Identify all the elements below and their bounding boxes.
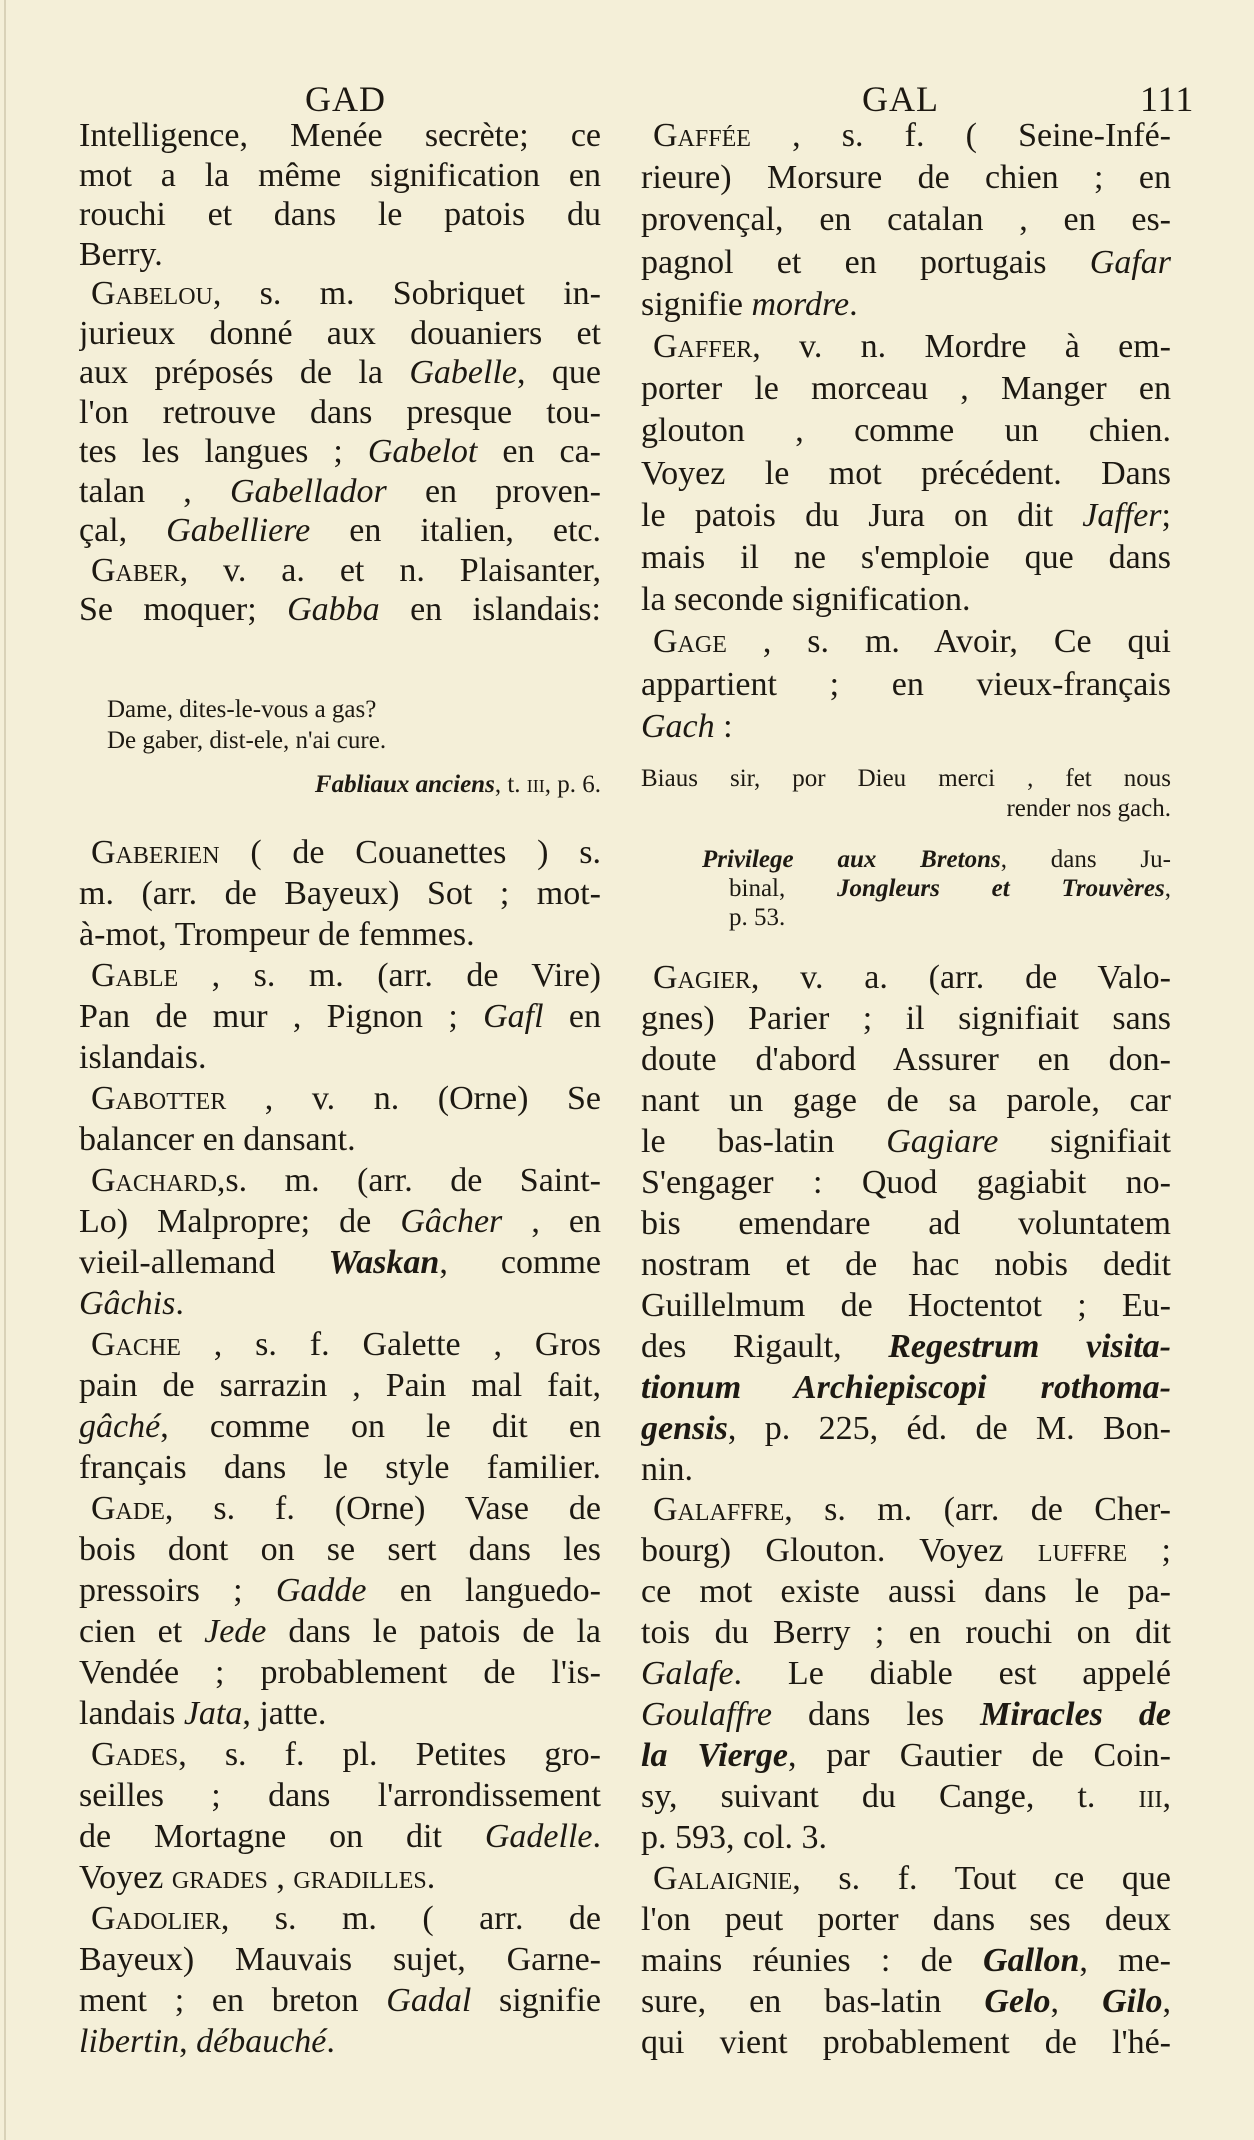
text-run: glouton , comme un chien. [641,412,1171,450]
text-line [641,454,1171,494]
page-number: 111 [1140,79,1195,119]
text-line [79,590,601,630]
text-run: , s. f. Galette , Gros [180,1326,601,1363]
text-run: . [849,285,858,323]
text-run: çal, [79,512,167,549]
text-line [79,1243,601,1283]
text-run: pressoirs ; [79,1572,276,1609]
italic-term: Gelo [984,1983,1051,2020]
italic-term: Gabba [287,591,380,628]
text-line [79,1038,601,1078]
text-line [79,1858,601,1898]
italic-term: Gâcher [400,1203,503,1240]
text-line [641,158,1171,198]
text-run: Dame, dites-le-vous a gas? [107,696,377,723]
italic-term: Gafl [483,998,544,1035]
text-line [641,1982,1171,2022]
text-run: mais il ne s'emploie que dans [641,539,1171,576]
text-line [79,156,601,196]
text-run: mot a la même signification en [79,156,601,194]
headword: Gage [653,623,727,661]
text-run: à-mot, Trompeur de femmes. [79,916,475,953]
text-line [641,1941,1171,1981]
italic-term: la Vierge [641,1737,789,1775]
text-run: en proven- [386,472,601,510]
citation-line [729,903,1171,933]
text-run: . [175,1285,184,1322]
text-line [79,1653,601,1693]
text-line [79,511,601,551]
text-run: ce mot existe aussi dans le pa- [641,1573,1171,1611]
text-line [641,1163,1171,1203]
headword: Gache [91,1326,181,1363]
text-run: en ca- [477,433,601,470]
text-run: S'engager : Quod gagiabit no- [641,1163,1171,1201]
text-line [653,327,1171,367]
text-line [653,1490,1171,1530]
italic-term: Gafar [1089,243,1171,281]
headword: Gaffer [653,328,753,365]
quotation-line [641,794,1171,824]
text-run: , me- [1079,1942,1171,1980]
italic-term: Miracles de [980,1696,1171,1734]
text-line [91,274,601,314]
text-run: porter le morceau , Manger en [641,370,1171,408]
text-run: , dans Ju- [1000,846,1171,873]
headword: Gade [91,1490,165,1527]
text-line [641,243,1171,283]
text-line [91,833,601,873]
italic-term: Gallon [983,1942,1080,1980]
text-run: Lo) Malpropre; de [79,1203,401,1240]
text-line [79,1571,601,1611]
text-run: , v. a. et n. Plaisanter, [179,551,601,589]
quotation-line [107,726,601,756]
text-run: mains réunies : de [641,1942,984,1980]
text-run: appartient ; en vieux-français [641,665,1171,703]
text-line [79,1612,601,1652]
text-line [641,999,1171,1039]
italic-term: débauché [196,2023,327,2060]
text-run: , [1162,1778,1171,1816]
text-run: Se moquer; [79,591,288,628]
text-run: pain de sarrazin , Pain mal fait, [79,1367,601,1404]
text-line [641,1450,1171,1490]
text-run: , p. 6. [544,771,601,798]
italic-term: Privilege aux Bretons [702,846,1001,873]
text-line [641,1736,1171,1776]
text-run: , [1162,1983,1171,2020]
headword: grades , gradilles [171,1859,427,1896]
text-line [641,580,1171,620]
text-run: dans les [771,1696,981,1734]
headword: Gachard [91,1162,217,1199]
text-run: talan , [79,472,230,510]
text-run: , s. f. Tout ce que [792,1860,1171,1898]
quotation-line [107,695,601,725]
text-run: , v. n. Mordre à em- [752,328,1171,365]
italic-term: Jaffer [1082,496,1162,534]
text-line [641,1245,1171,1285]
text-run: vieil-allemand [79,1244,329,1281]
text-run: signifiait [998,1122,1171,1160]
text-line [641,1695,1171,1735]
italic-term: Gabelot [367,433,478,470]
text-line [91,551,601,591]
text-run: ,s. m. (arr. de Saint- [216,1162,601,1199]
italic-term: Goulaffre [641,1696,772,1734]
text-run: la seconde signification. [641,581,971,619]
headword: Gaffée [653,117,751,154]
text-run: bis emendare ad voluntatem [641,1204,1171,1242]
text-run: en italien, etc. [310,512,601,549]
text-run: Berry. [79,235,163,273]
text-run: islandais. [79,1039,207,1076]
text-run: . Le diable est appelé [733,1655,1171,1693]
text-line [91,1489,601,1529]
text-run: rieure) Morsure de chien ; en [641,159,1171,197]
italic-term: gensis [641,1409,728,1447]
text-run: nostram et de hac nobis dedit [641,1245,1171,1283]
text-run: jurieux donné aux douaniers et [79,314,601,352]
text-run: , [1164,875,1171,902]
text-line [641,1531,1171,1571]
text-run: bois dont on se sert dans les [79,1531,601,1568]
text-run: , t. [494,771,527,798]
citation-line [142,770,601,800]
text-run: des Rigault, [641,1327,889,1365]
text-run: nin. [641,1450,693,1488]
text-run: m. (arr. de Bayeux) Sot ; mot- [79,875,601,912]
text-run: sy, suivant du Cange, t. [641,1778,1139,1816]
text-line [641,1081,1171,1121]
italic-term: Jata [183,1695,243,1732]
text-run: render nos gach. [1006,795,1171,822]
text-line [79,1284,601,1324]
text-line [91,956,601,996]
text-line [653,622,1171,662]
text-run: , [1050,1983,1103,2020]
text-line [641,1327,1171,1367]
headword: iii [526,771,545,798]
text-line [641,496,1171,536]
text-run: : [714,707,733,745]
text-run: , s. m. Sobriquet in- [212,275,601,312]
headword: Galaignie [653,1860,793,1898]
text-line [641,538,1171,578]
text-run: seilles ; dans l'arrondissement [79,1777,601,1814]
headword: Gagier [653,959,751,996]
text-run: aux préposés de la [79,354,410,391]
text-run: gnes) Parier ; il signifiait sans [641,999,1171,1037]
headword: Gable [91,957,179,994]
text-line [641,1572,1171,1612]
headword: Galaffre [653,1491,785,1529]
italic-term: Gach [641,707,715,745]
text-line [641,1613,1171,1653]
text-run: français dans le style familier. [79,1449,601,1486]
italic-term: Gabellador [229,472,387,510]
italic-term: Gabelle [409,354,517,391]
text-line [653,116,1171,156]
text-line [79,1940,601,1980]
text-line [641,1900,1171,1940]
text-run: Guillelmum de Hoctentot ; Eu- [641,1286,1171,1324]
text-run: Voyez [79,1859,172,1896]
text-line [79,874,601,914]
text-run: . [426,1859,436,1896]
text-line [79,432,601,472]
text-line [91,1079,601,1119]
citation-line [702,845,1171,875]
text-line [79,353,601,393]
text-line [79,1817,601,1857]
text-run: , en [502,1203,601,1240]
text-run: Vendée ; probablement de l'is- [79,1654,601,1691]
text-run: qui vient probablement de l'hé- [641,2023,1171,2061]
text-line [641,665,1171,705]
text-run: , p. 225, éd. de M. Bon- [727,1409,1171,1447]
headword: iii [1138,1778,1163,1816]
text-line [653,1859,1171,1899]
text-run: . [326,2023,335,2060]
text-line [79,1202,601,1242]
text-line [79,1448,601,1488]
italic-term: Gabelliere [166,512,311,549]
text-run: , comme [439,1244,601,1281]
text-run: dans le patois de la [266,1613,601,1650]
italic-term: Jongleurs et Trouvères [837,875,1165,902]
text-line [79,997,601,1037]
text-run: De gaber, dist-ele, n'ai cure. [107,727,387,754]
text-run: , s. m. (arr. de Vire) [178,957,601,994]
text-line [641,411,1171,451]
text-line [641,285,1171,325]
text-line [641,369,1171,409]
text-line [641,1409,1171,1449]
text-run: , v. n. (Orne) Se [226,1080,601,1117]
text-run: rouchi et dans le patois du [79,196,601,233]
headword: Gabotter [91,1080,227,1117]
text-run: en languedo- [366,1572,601,1609]
text-run: ; [1127,1532,1171,1570]
headword: Gabelou [91,275,213,312]
text-run: binal, [729,875,838,902]
text-run: . [592,1818,601,1855]
text-run: , comme on le dit en [160,1408,601,1445]
italic-term: Jede [204,1613,267,1650]
text-run: p. 53. [729,904,786,931]
text-run: Bayeux) Mauvais sujet, Garne- [79,1941,601,1978]
text-run: , s. f. (Orne) Vase de [164,1490,601,1527]
text-run: , s. m. (arr. de Cher- [784,1491,1171,1529]
text-line [79,2022,601,2062]
text-run: en [543,998,601,1035]
text-run: , v. a. (arr. de Valo- [750,959,1171,996]
headword: luffre [1037,1532,1128,1570]
headword: Gaberien [91,834,220,871]
text-run: bourg) Glouton. Voyez [641,1532,1038,1570]
text-line [641,1122,1171,1162]
text-line [641,1818,1171,1858]
running-head-right: GAL [862,79,939,119]
text-run: Voyez le mot précédent. Dans [641,454,1171,492]
italic-term: Galafe [641,1655,734,1693]
text-line [641,1204,1171,1244]
text-line [79,195,601,235]
headword: Gaber [91,551,180,589]
text-line [641,1286,1171,1326]
text-run: , s. f. ( Seine-Infé- [750,117,1171,154]
text-run: ( de Couanettes ) s. [219,834,601,871]
text-run: p. 593, col. 3. [641,1819,828,1857]
italic-term: Gagiare [886,1122,999,1160]
text-run: , par Gautier de Coin- [788,1737,1171,1775]
text-line [641,1368,1171,1408]
page-edge [4,0,6,2140]
text-line [91,1899,601,1939]
text-run: sure, en bas-latin [641,1983,985,2020]
text-run: landais [79,1695,184,1732]
text-line [79,1981,601,2021]
text-run: tes les langues ; [79,433,368,470]
text-line [91,1161,601,1201]
text-run: l'on peut porter dans ses deux [641,1901,1171,1939]
text-run: le patois du Jura on dit [641,496,1083,534]
text-line [641,200,1171,240]
text-line [79,393,601,433]
italic-term: libertin [79,2023,180,2060]
text-run: nant un gage de sa parole, car [641,1081,1171,1119]
italic-term: tionum Archiepiscopi rothoma- [641,1368,1171,1406]
text-run: en islandais: [379,591,601,628]
text-line [641,2023,1171,2063]
text-run: balancer en dansant. [79,1121,356,1158]
text-line [79,472,601,512]
text-run: Biaus sir, por Dieu merci , fet nous [641,765,1171,792]
text-run: , s. f. pl. Petites gro- [178,1736,601,1773]
text-line [91,1325,601,1365]
italic-term: Gadal [386,1982,472,2019]
text-run: Intelligence, Menée secrète; ce [79,117,601,154]
text-line [79,314,601,354]
text-run: , que [517,354,601,391]
italic-term: Gadelle [484,1818,593,1855]
text-line [79,1694,601,1734]
text-line [641,1654,1171,1694]
text-run: signifie [471,1982,601,2019]
text-run: ; [1161,496,1171,534]
italic-term: Gâchis [79,1285,176,1322]
citation-line [729,874,1171,904]
text-run: , s. m. Avoir, Ce qui [726,623,1171,661]
text-line [91,1735,601,1775]
text-line [79,1366,601,1406]
italic-term: Fabliaux anciens [314,771,495,798]
headword: Gades [91,1736,179,1773]
text-run: doute d'abord Assurer en don- [641,1040,1171,1078]
text-line [641,1040,1171,1080]
text-line [79,915,601,955]
text-line [641,707,1171,747]
text-run: l'on retrouve dans presque tou- [79,393,601,431]
italic-term: Waskan [328,1244,440,1281]
text-run: , jatte. [242,1695,327,1732]
text-run: , [179,2023,197,2060]
text-run: pagnol et en portugais [641,243,1090,281]
headword: Gadolier [91,1900,221,1937]
text-line [79,1530,601,1570]
italic-term: Gadde [275,1572,367,1609]
italic-term: Regestrum visita- [888,1327,1171,1365]
text-line [79,1776,601,1816]
italic-term: Gilo [1102,1983,1163,2020]
text-run: le bas-latin [641,1122,887,1160]
text-run: signifie [641,285,752,323]
text-line [79,116,601,156]
text-line [641,1777,1171,1817]
text-run: provençal, en catalan , en es- [641,201,1171,239]
text-run: ment ; en breton [79,1982,387,2019]
italic-term: mordre [751,285,850,323]
text-run: tois du Berry ; en rouchi on dit [641,1614,1171,1652]
text-run: cien et [79,1613,205,1650]
text-run: de Mortagne on dit [79,1818,485,1855]
quotation-line [641,764,1171,794]
text-line [79,1407,601,1447]
italic-term: gâché [79,1408,161,1445]
text-run: Pan de mur , Pignon ; [79,998,484,1035]
text-line [79,1120,601,1160]
text-line [653,958,1171,998]
text-run: , s. m. ( arr. de [220,1900,601,1937]
text-line [79,235,601,275]
running-head-left: GAD [305,79,386,119]
